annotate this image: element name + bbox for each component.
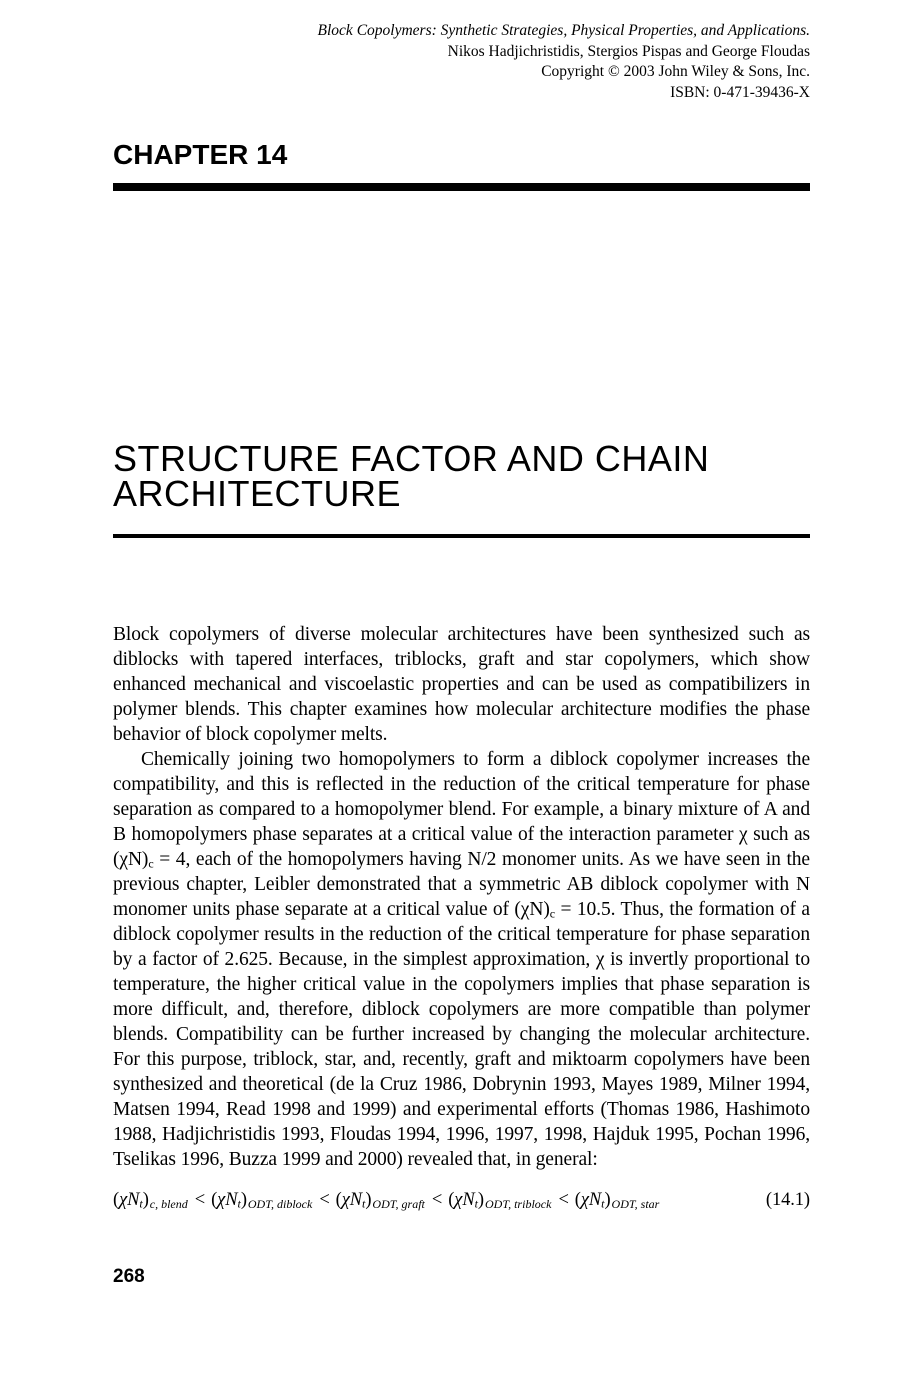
equation-expression <box>113 1185 660 1215</box>
paragraph-intro: Block copolymers of diverse molecular architectures have been synthesized such as diblocks with tapered interfaces, triblocks, graft and star copolymers, which show enhanced mechanical and viscoelastic properties and can be used as compatibilizers in polymer blends. This chapter examines how molecular architecture modifies the phase behavior of block copolymer melts. <box>113 624 810 745</box>
copyright-line: Copyright © 2003 John Wiley & Sons, Inc. <box>541 63 810 80</box>
publication-header <box>318 21 810 103</box>
book-title-line: Block Copolymers: Synthetic Strategies, Physical Properties, and Applications. <box>317 22 810 39</box>
chapter-title: STRUCTURE FACTOR AND CHAIN ARCHITECTURE <box>113 438 710 514</box>
less-than-sign: < <box>319 1190 330 1210</box>
less-than-sign: < <box>431 1190 443 1210</box>
chapter-label: CHAPTER 14 <box>113 139 288 170</box>
less-than-sign: < <box>558 1190 569 1210</box>
paragraph-main: Chemically joining two homopolymers to form a diblock copolymer increases the compatibility, and this is reflected in the reduction of the critical temperature for phase separation as compared to a homopolymer blend. For example, a binary mixture of A and B homopolymers phase separates at a critical value of the interaction parameter χ such as $(\chi N)_c = 4$, each of the homopolymers having N/2 monomer units. As we have seen in the previous chapter, Leibler demonstrated that a symmetric AB diblock copolymer with N monomer units phase separate at a critical value of $(\chi N)_c = 10.5$. Thus, the formation of a diblock copolymer results in the reduction of the critical temperature for phase separation by a factor of 2.625. Because, in the simplest approximation, χ is invertly proportional to temperature, the higher critical value in the copolymers implies that phase separation is more difficult, and, therefore, diblock copolymers are more compatible than polymer blends. Compatibility can be further increased by changing the molecular architecture. For this purpose, triblock, star, and, recently, graft and miktoarm copolymers have been synthesized and theoretical (de la Cruz 1986, Dobrynin 1993, Mayes 1989, Milner 1994, Matsen 1994, Read 1998 and 1999) and experimental efforts (Thomas 1986, Hashimoto 1988, Hadjichristidis 1993, Floudas 1994, 1996, 1997, 1998, Hajduk 1995, Pochan 1996, Tselikas 1996, Buzza 1999 and 2000) revealed that, in general: <box>113 749 810 1170</box>
equation-term: $(\chi N_t)_{ODT, triblock}$ <box>448 1190 552 1211</box>
title-rule <box>113 534 810 538</box>
equation-term: $(\chi N_t)_{ODT, graft}$ <box>335 1190 425 1211</box>
chapter-rule <box>113 183 810 191</box>
body-text <box>113 622 810 1215</box>
authors-line: Nikos Hadjichristidis, Stergios Pispas and George Floudas <box>447 42 810 60</box>
page-number: 268 <box>113 1266 145 1287</box>
isbn-line: ISBN: 0-471-39436-X <box>670 83 810 101</box>
equation-term: $(\chi N_t)_{ODT, star}$ <box>574 1190 660 1211</box>
less-than-sign: < <box>194 1190 206 1210</box>
equation-term: $(\chi N_t)_{c, blend}$ <box>113 1190 188 1211</box>
equation-number: (14.1) <box>765 1190 810 1210</box>
equation-term: $(\chi N_t)_{ODT, diblock}$ <box>211 1190 313 1211</box>
equation-14-1 <box>113 1185 810 1215</box>
